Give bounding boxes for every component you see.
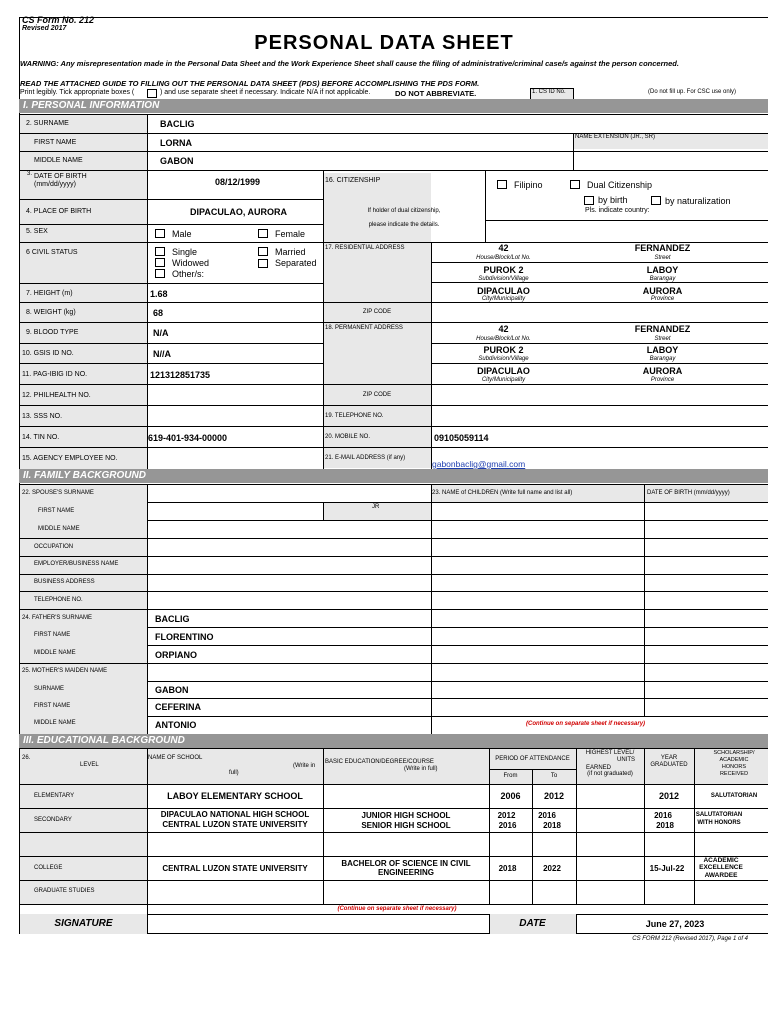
cit-by-birth-label: by birth bbox=[598, 195, 628, 205]
tin-label: 14. TIN NO. bbox=[22, 434, 60, 441]
res-brgy-value: LABOY bbox=[646, 265, 679, 275]
perm-subd-value: PUROK 2 bbox=[483, 345, 524, 355]
children-dob-label: DATE OF BIRTH (mm/dd/yyyy) bbox=[647, 490, 730, 496]
date-label: DATE bbox=[519, 918, 546, 929]
family-continue-note: (Continue on separate sheet if necessary) bbox=[526, 721, 646, 727]
secondary-honor-2: WITH HONORS bbox=[697, 820, 741, 826]
citizenship-label: 16. CITIZENSHIP bbox=[325, 177, 381, 184]
graduate-studies-label: GRADUATE STUDIES bbox=[34, 888, 95, 894]
first-name-label: FIRST NAME bbox=[34, 139, 77, 146]
pob-value: DIPACULAO, AURORA bbox=[190, 207, 287, 217]
perm-brgy-label: Barangay bbox=[649, 356, 676, 362]
perm-street-value: FERNANDEZ bbox=[634, 324, 691, 334]
cs-id-label: 1. CS ID No. bbox=[532, 89, 566, 95]
year-graduated-header-1: YEAR bbox=[660, 755, 678, 761]
secondary-from-1: 2012 bbox=[497, 811, 516, 820]
highest-level-header-4: (if not graduated) bbox=[587, 771, 633, 777]
weight-label: 8. WEIGHT (kg) bbox=[26, 309, 76, 316]
section-family-header: II. FAMILY BACKGROUND bbox=[19, 469, 768, 483]
date-value: June 27, 2023 bbox=[645, 919, 705, 929]
spouse-telephone-label: TELEPHONE NO. bbox=[34, 597, 83, 603]
section-personal-header: I. PERSONAL INFORMATION bbox=[19, 99, 768, 113]
civil-status-label: 6 CIVIL STATUS bbox=[26, 249, 78, 256]
perm-brgy-value: LABOY bbox=[646, 345, 679, 355]
print-note-a: Print legibly. Tick appropriate boxes ( bbox=[20, 89, 135, 96]
blood-type-label: 9. BLOOD TYPE bbox=[26, 329, 79, 336]
signature-field[interactable] bbox=[148, 915, 488, 933]
civil-separated-label: Separated bbox=[275, 258, 317, 268]
signature-label: SIGNATURE bbox=[54, 918, 113, 929]
surname-label: 2. SURNAME bbox=[26, 120, 69, 127]
tin-value: 619-401-934-00000 bbox=[148, 433, 228, 443]
mother-middle-name-label: MIDDLE NAME bbox=[34, 720, 76, 726]
perm-zip-label: ZIP CODE bbox=[362, 392, 392, 398]
education-label-col bbox=[20, 748, 147, 905]
college-school: CENTRAL LUZON STATE UNIVERSITY bbox=[162, 864, 308, 873]
perm-house-value: 42 bbox=[498, 324, 509, 334]
spouse-middle-name-label: MIDDLE NAME bbox=[38, 526, 80, 532]
father-middle-name-label: MIDDLE NAME bbox=[34, 650, 76, 656]
form-revised: Revised 2017 bbox=[22, 25, 67, 32]
course-write-in: (Write in full) bbox=[404, 766, 438, 772]
perm-city-label: City/Municipality bbox=[481, 377, 526, 383]
period-from-header: From bbox=[503, 773, 518, 779]
secondary-year-2: 2018 bbox=[656, 821, 674, 830]
height-label: 7. HEIGHT (m) bbox=[26, 290, 73, 297]
sex-female-label: Female bbox=[275, 229, 306, 239]
father-first-name-value: FLORENTINO bbox=[155, 632, 214, 642]
guide-text: READ THE ATTACHED GUIDE TO FILLING OUT THE PERSONAL DATA SHEET (PDS) BEFORE ACCOMPLISHING THE PDS FORM. bbox=[20, 79, 480, 88]
cit-filipino-checkbox[interactable] bbox=[497, 180, 507, 189]
father-first-name-label: FIRST NAME bbox=[34, 632, 71, 638]
college-to: 2022 bbox=[543, 864, 561, 873]
perm-street-label: Street bbox=[654, 336, 671, 342]
res-house-label: House/Block/Lot No. bbox=[476, 255, 531, 261]
perm-city-value: DIPACULAO bbox=[477, 366, 530, 376]
perm-house-label: House/Block/Lot No. bbox=[476, 336, 531, 342]
secondary-from-2: 2016 bbox=[498, 821, 517, 830]
cit-dual-checkbox[interactable] bbox=[570, 180, 580, 189]
dob-number: 3. bbox=[27, 171, 33, 177]
cit-naturalization-checkbox[interactable] bbox=[651, 196, 661, 205]
res-prov-value: AURORA bbox=[642, 286, 683, 296]
highest-level-header-3: EARNED bbox=[586, 765, 612, 771]
mobile-value: 09105059114 bbox=[434, 433, 489, 443]
res-street-label: Street bbox=[654, 255, 671, 261]
dob-label: DATE OF BIRTH bbox=[34, 173, 87, 180]
employer-label: EMPLOYER/BUSINESS NAME bbox=[34, 561, 119, 567]
college-course-1: BACHELOR OF SCIENCE IN CIVIL bbox=[341, 859, 471, 868]
surname-value: BACLIG bbox=[160, 119, 195, 129]
secondary-course-2: SENIOR HIGH SCHOOL bbox=[361, 821, 451, 830]
children-label: 23. NAME of CHILDREN (Write full name and list all) bbox=[432, 490, 573, 496]
elementary-from: 2006 bbox=[500, 791, 521, 801]
res-subd-value: PUROK 2 bbox=[483, 265, 524, 275]
sex-male-label: Male bbox=[172, 229, 192, 239]
honors-header-3: HONORS bbox=[721, 764, 747, 770]
cit-filipino-label: Filipino bbox=[514, 180, 543, 190]
height-value: 1.68 bbox=[150, 289, 168, 299]
business-address-label: BUSINESS ADDRESS bbox=[34, 579, 95, 585]
honors-header-4: RECEIVED bbox=[719, 771, 749, 777]
gsis-value: N//A bbox=[153, 349, 171, 359]
period-header: PERIOD OF ATTENDANCE bbox=[495, 756, 570, 762]
res-zip-label: ZIP CODE bbox=[362, 309, 392, 315]
pob-label: 4. PLACE OF BIRTH bbox=[26, 208, 92, 215]
res-city-value: DIPACULAO bbox=[477, 286, 530, 296]
sex-female-checkbox[interactable] bbox=[258, 229, 268, 238]
civil-others-checkbox[interactable] bbox=[155, 269, 165, 278]
secondary-to-1: 2016 bbox=[538, 811, 556, 820]
school-full: full) bbox=[229, 770, 239, 776]
permanent-address-label: 18. PERMANENT ADDRESS bbox=[325, 325, 403, 331]
cit-naturalization-label: by naturalization bbox=[665, 196, 731, 206]
level-header: LEVEL bbox=[80, 762, 99, 768]
college-course-2: ENGINEERING bbox=[377, 868, 434, 877]
email-value[interactable]: gabonbaclig@gmail.com bbox=[432, 459, 526, 469]
civil-married-checkbox[interactable] bbox=[258, 247, 268, 256]
first-name-value: LORNA bbox=[160, 138, 192, 148]
college-from: 2018 bbox=[498, 864, 517, 873]
course-header: BASIC EDUCATION/DEGREE/COURSE bbox=[325, 759, 434, 765]
elementary-school: LABOY ELEMENTARY SCHOOL bbox=[167, 791, 303, 801]
res-street-value: FERNANDEZ bbox=[634, 243, 691, 253]
civil-widowed-label: Widowed bbox=[172, 258, 210, 268]
res-subd-label: Subdivision/Village bbox=[478, 276, 529, 282]
jr-label: JR bbox=[372, 504, 380, 510]
highest-level-header-1: HIGHEST LEVEL/ bbox=[585, 750, 635, 756]
elementary-honor: SALUTATORIAN bbox=[710, 793, 758, 799]
college-honor-1: ACADEMIC bbox=[703, 857, 739, 864]
sex-male-checkbox[interactable] bbox=[155, 229, 165, 238]
college-label: COLLEGE bbox=[34, 865, 63, 871]
school-name-header: NAME OF SCHOOL bbox=[148, 755, 203, 761]
period-to-header: To bbox=[550, 773, 558, 779]
civil-single-checkbox[interactable] bbox=[155, 247, 165, 256]
college-honor-2: EXCELLENCE bbox=[699, 864, 743, 871]
civil-widowed-checkbox[interactable] bbox=[155, 258, 165, 267]
sss-label: 13. SSS NO. bbox=[22, 413, 63, 420]
tick-sample-box bbox=[147, 89, 157, 98]
middle-name-label: MIDDLE NAME bbox=[34, 157, 83, 164]
warning-text: WARNING: Any misrepresentation made in the Personal Data Sheet and the Work Experience Sheet shall cause the filing of administrative/criminal case/s against the person concerned. bbox=[20, 59, 679, 68]
honors-header-2: ACADEMIC bbox=[719, 757, 749, 763]
civil-single-label: Single bbox=[172, 247, 198, 257]
civil-married-label: Married bbox=[275, 247, 306, 257]
civil-others-label: Other/s: bbox=[172, 269, 205, 279]
mother-surname-label: SURNAME bbox=[34, 686, 65, 692]
cit-by-birth-checkbox[interactable] bbox=[584, 196, 594, 205]
civil-separated-checkbox[interactable] bbox=[258, 259, 268, 268]
agency-employee-label: 15. AGENCY EMPLOYEE NO. bbox=[22, 455, 118, 462]
citizenship-label-col bbox=[323, 173, 431, 468]
telephone-label: 19. TELEPHONE NO. bbox=[325, 413, 384, 419]
father-middle-name-value: ORPIANO bbox=[155, 650, 198, 660]
no-abbreviate-label: DO NOT ABBREVIATE. bbox=[395, 89, 477, 98]
father-surname-value: BACLIG bbox=[155, 614, 190, 624]
sex-label: 5. SEX bbox=[26, 228, 48, 235]
school-write-in: (Write in bbox=[293, 763, 316, 769]
spouse-surname-label: 22. SPOUSE'S SURNAME bbox=[22, 490, 94, 496]
spouse-first-name-label: FIRST NAME bbox=[38, 508, 75, 514]
secondary-year-1: 2016 bbox=[654, 811, 672, 820]
father-surname-label: 24. FATHER'S SURNAME bbox=[22, 615, 93, 621]
residential-address-label: 17. RESIDENTIAL ADDRESS bbox=[325, 245, 405, 251]
secondary-to-2: 2018 bbox=[543, 821, 561, 830]
pagibig-label: 11. PAG-IBIG ID NO. bbox=[22, 371, 88, 378]
elementary-year: 2012 bbox=[658, 791, 680, 801]
mother-middle-name-value: ANTONIO bbox=[155, 720, 197, 730]
dual-note-1: If holder of dual citizenship, bbox=[367, 208, 441, 214]
year-graduated-header-2: GRADUATED bbox=[650, 762, 688, 768]
occupation-label: OCCUPATION bbox=[34, 544, 74, 550]
mother-maiden-label: 25. MOTHER'S MAIDEN NAME bbox=[22, 668, 108, 674]
res-city-label: City/Municipality bbox=[481, 296, 526, 302]
email-label: 21. E-MAIL ADDRESS (if any) bbox=[325, 455, 406, 461]
honors-header-1: SCHOLARSHIP/ bbox=[713, 750, 755, 756]
pagibig-value: 121312851735 bbox=[150, 370, 211, 380]
secondary-school-2: CENTRAL LUZON STATE UNIVERSITY bbox=[162, 820, 308, 829]
footer-form-page: CS FORM 212 (Revised 2017), Page 1 of 4 bbox=[632, 936, 748, 942]
perm-prov-label: Province bbox=[650, 377, 675, 383]
dual-note-2: please indicate the details. bbox=[368, 222, 440, 228]
res-brgy-label: Barangay bbox=[649, 276, 676, 282]
secondary-label: SECONDARY bbox=[34, 817, 72, 823]
mother-first-name-value: CEFERINA bbox=[155, 702, 202, 712]
education-number: 26. bbox=[22, 755, 31, 761]
middle-name-value: GABON bbox=[160, 156, 194, 166]
dob-value: 08/12/1999 bbox=[215, 177, 261, 187]
cit-country-label: Pls. indicate country: bbox=[585, 207, 650, 214]
highest-level-header-2: UNITS bbox=[617, 757, 635, 763]
name-extension-label: NAME EXTENSION (JR., SR) bbox=[575, 134, 656, 140]
secondary-school-1: DIPACULAO NATIONAL HIGH SCHOOL bbox=[160, 810, 310, 819]
secondary-course-1: JUNIOR HIGH SCHOOL bbox=[361, 811, 451, 820]
res-prov-label: Province bbox=[650, 296, 675, 302]
mobile-label: 20. MOBILE NO. bbox=[325, 434, 371, 440]
cit-dual-label: Dual Citizenship bbox=[587, 180, 653, 190]
dob-format-label: (mm/dd/yyyy) bbox=[34, 181, 76, 188]
college-honor-3: AWARDEE bbox=[704, 872, 738, 879]
page-title: PERSONAL DATA SHEET bbox=[254, 32, 514, 54]
blood-type-value: N/A bbox=[153, 328, 169, 338]
mother-first-name-label: FIRST NAME bbox=[34, 703, 71, 709]
weight-value: 68 bbox=[153, 308, 164, 318]
elementary-to: 2012 bbox=[543, 791, 565, 801]
mother-surname-value: GABON bbox=[155, 685, 189, 695]
perm-subd-label: Subdivision/Village bbox=[478, 356, 529, 362]
form-number: CS Form No. 212 bbox=[22, 15, 95, 25]
secondary-honor-1: SALUTATORIAN bbox=[695, 812, 743, 818]
gsis-label: 10. GSIS ID NO. bbox=[22, 350, 74, 357]
section-education-header: III. EDUCATIONAL BACKGROUND bbox=[19, 734, 768, 748]
college-year: 15-Jul-22 bbox=[649, 864, 685, 873]
csc-note: (Do not fill up. For CSC use only) bbox=[648, 89, 737, 95]
perm-prov-value: AURORA bbox=[642, 366, 683, 376]
res-house-value: 42 bbox=[498, 243, 509, 253]
education-continue-note: (Continue on separate sheet if necessary) bbox=[337, 906, 457, 912]
elementary-label: ELEMENTARY bbox=[34, 793, 75, 799]
philhealth-label: 12. PHILHEALTH NO. bbox=[22, 392, 91, 399]
print-note-b: ) and use separate sheet if necessary. Indicate N/A if not applicable. bbox=[160, 89, 371, 96]
